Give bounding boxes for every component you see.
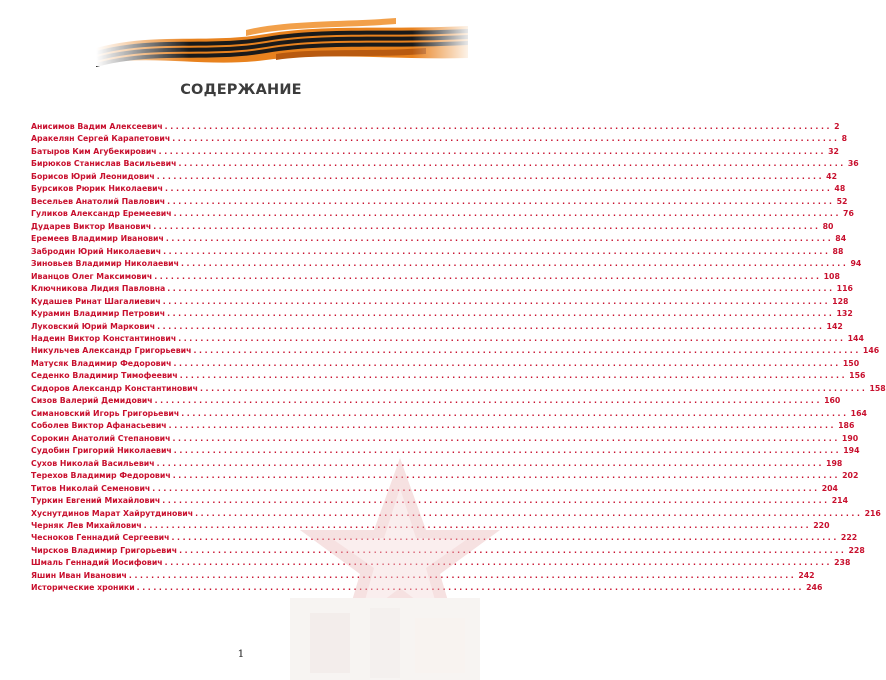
toc-entry-page: 144 <box>847 333 864 343</box>
toc-entry-page: 80 <box>822 221 834 231</box>
toc-entry[interactable] <box>31 221 834 233</box>
toc-dot-leader: ........................................................................................................................ <box>165 234 834 244</box>
toc-entry-name: Забродин Юрий Николаевич <box>31 246 162 256</box>
toc-entry-name: Кудашев Ринат Шагалиевич <box>31 296 161 306</box>
toc-dot-leader: ........................................................................................................................ <box>181 408 849 418</box>
red-star-icon <box>250 448 482 680</box>
toc-dot-leader: ........................................................................................................................ <box>193 346 861 356</box>
toc-dot-leader: ........................................................................................................................ <box>178 159 846 169</box>
toc-entry-name: Иванцов Олег Максимович <box>31 271 153 281</box>
toc-entry-name: Шмаль Геннадий Иосифович <box>31 558 163 568</box>
toc-entry[interactable] <box>31 296 849 308</box>
toc-entry-page: 158 <box>869 383 886 393</box>
toc-entry[interactable] <box>31 321 843 333</box>
toc-dot-leader: ........................................................................................................................ <box>158 146 827 156</box>
page-title: СОДЕРЖАНИЕ <box>180 82 302 98</box>
toc-entry-name: Черняк Лев Михайлович <box>31 521 142 530</box>
toc-entry-page: 94 <box>850 259 862 269</box>
toc-entry-page: 88 <box>832 246 844 256</box>
toc-entry-name: Никульчев Александр Григорьевич <box>31 346 192 356</box>
toc-entry[interactable] <box>31 196 848 208</box>
toc-entry-page: 214 <box>831 496 848 506</box>
toc-entry-page: 116 <box>836 284 853 294</box>
toc-entry-page: 156 <box>849 371 866 381</box>
toc-entry-page: 202 <box>842 471 859 481</box>
toc-dot-leader: ........................................................................................................................ <box>172 433 840 443</box>
toc-entry-page: 198 <box>826 458 843 468</box>
toc-entry-name: Курамин Владимир Петрович <box>31 309 166 319</box>
toc-entry-name: Седенко Владимир Тимофеевич <box>31 371 178 381</box>
toc-entry-name: Дударев Виктор Иванович <box>31 221 152 231</box>
toc-entry-page: 42 <box>826 171 838 181</box>
toc-entry-name: Надеин Виктор Константинович <box>31 333 177 343</box>
toc-dot-leader: ........................................................................................................................ <box>167 284 835 294</box>
toc-entry-name: Матусяк Владимир Федорович <box>31 358 172 368</box>
toc-entry-name: Хуснутдинов Марат Хайрутдинович <box>31 508 194 518</box>
toc-entry-name: Аракелян Сергей Карапетович <box>31 134 171 144</box>
toc-entry[interactable] <box>31 121 840 133</box>
toc-entry[interactable] <box>31 158 859 170</box>
toc-entry[interactable] <box>31 271 840 283</box>
toc-entry-name: Весельев Анатолий Павлович <box>31 196 166 206</box>
toc-entry[interactable] <box>31 345 880 357</box>
toc-entry-page: 190 <box>841 433 859 443</box>
toc-entry[interactable] <box>31 383 886 395</box>
toc-entry-page: 238 <box>834 558 851 568</box>
toc-entry-name: Титов Николай Семенович <box>31 483 151 493</box>
toc-dot-leader: ........................................................................................................................ <box>156 458 825 468</box>
toc-entry-name: Судобин Григорий Николаевич <box>31 446 172 456</box>
st-george-ribbon-icon <box>96 18 468 66</box>
toc-entry-page: 76 <box>843 209 854 219</box>
toc-entry-page: 186 <box>838 421 855 431</box>
toc-entry[interactable] <box>31 171 838 183</box>
toc-dot-leader: ........................................................................................................................ <box>172 134 840 144</box>
toc-entry-page: 164 <box>850 408 867 418</box>
toc-entry-name: Борисов Юрий Леонидович <box>31 171 155 181</box>
toc-entry-name: Сорокин Анатолий Степанович <box>31 433 171 443</box>
toc-entry-name: Еремеев Владимир Иванович <box>31 234 164 244</box>
toc-entry-name: Зиновьев Владимир Николаевич <box>31 259 179 269</box>
toc-entry-name: Сухов Николай Васильевич <box>31 458 155 468</box>
toc-dot-leader: ........................................................................................................................ <box>181 259 849 269</box>
toc-entry[interactable] <box>31 233 847 245</box>
toc-dot-leader: ........................................................................................................................ <box>179 371 848 381</box>
toc-entry[interactable] <box>31 208 854 220</box>
toc-entry-page: 194 <box>843 446 860 456</box>
toc-dot-leader: ........................................................................................................................ <box>173 446 842 456</box>
toc-entry-name: Яшин Иван Иванович <box>31 570 127 580</box>
toc-entry-page: 52 <box>836 196 848 206</box>
toc-entry-name: Терехов Владимир Федорович <box>31 471 171 481</box>
toc-entry-page: 108 <box>823 271 840 281</box>
toc-dot-leader: ........................................................................................................................ <box>179 545 847 555</box>
toc-entry-name: Батыров Ким Агубекирович <box>31 146 157 156</box>
toc-entry-name: Сидоров Александр Константинович <box>31 383 198 393</box>
toc-entry[interactable] <box>31 333 864 345</box>
toc-entry-page: 32 <box>828 146 839 156</box>
toc-entry-page: 242 <box>798 570 815 580</box>
toc-dot-leader: ........................................................................................................................ <box>167 309 835 319</box>
toc-dot-leader: ........................................................................................................................ <box>173 358 841 368</box>
toc-dot-leader: ........................................................................................................................ <box>173 209 842 219</box>
toc-entry-name: Соболев Виктор Афанасьевич <box>31 421 167 431</box>
toc-dot-leader: ........................................................................................................................ <box>195 508 863 518</box>
toc-entry-page: 36 <box>847 159 859 169</box>
toc-entry-page: 160 <box>824 396 841 406</box>
toc-entry[interactable] <box>31 146 839 158</box>
toc-entry-page: 228 <box>848 545 865 555</box>
toc-entry-page: 204 <box>821 483 838 493</box>
toc-entry-page: 222 <box>840 533 858 543</box>
toc-entry[interactable] <box>31 246 844 258</box>
toc-entry-page: 216 <box>864 508 881 518</box>
toc-dot-leader: ........................................................................................................................ <box>168 421 837 431</box>
toc-dot-leader: ........................................................................................................................ <box>200 383 868 393</box>
toc-entry-page: 48 <box>834 184 846 194</box>
toc-entry[interactable] <box>31 133 848 145</box>
toc-dot-leader: ........................................................................................................................ <box>143 521 812 530</box>
toc-entry[interactable] <box>31 258 862 270</box>
toc-entry-name: Чесноков Геннадий Сергеевич <box>31 533 170 543</box>
toc-dot-leader: ........................................................................................................................ <box>171 533 839 543</box>
toc-entry[interactable] <box>31 370 866 382</box>
toc-dot-leader: ........................................................................................................................ <box>164 184 833 194</box>
toc-entry-page: 142 <box>826 321 843 331</box>
page-number: 1 <box>237 648 245 660</box>
toc-entry-name: Чирсков Владимир Григорьевич <box>31 545 178 555</box>
toc-entry-page: 128 <box>832 296 849 306</box>
toc-entry[interactable] <box>31 183 846 195</box>
toc-dot-leader: ........................................................................................................................ <box>172 471 841 481</box>
toc-dot-leader: ........................................................................................................................ <box>157 321 825 331</box>
toc-entry-page: 8 <box>841 134 848 144</box>
toc-entry-page: 220 <box>813 521 830 530</box>
toc-dot-leader: ........................................................................................................................ <box>136 583 805 593</box>
toc-entry-name: Ключникова Лидия Павловна <box>31 284 166 294</box>
toc-entry-page: 84 <box>835 234 847 244</box>
toc-entry-name: Симановский Игорь Григорьевич <box>31 408 180 418</box>
toc-dot-leader: ........................................................................................................................ <box>153 221 821 231</box>
toc-entry-page: 146 <box>862 346 880 356</box>
toc-entry[interactable] <box>31 408 867 420</box>
toc-entry-name: Сизов Валерий Демидович <box>31 396 153 406</box>
toc-dot-leader: ........................................................................................................................ <box>154 396 823 406</box>
toc-dot-leader: ........................................................................................................................ <box>156 171 825 181</box>
toc-dot-leader: ........................................................................................................................ <box>178 333 846 343</box>
toc-entry-name: Луковский Юрий Маркович <box>31 321 156 331</box>
toc-entry[interactable] <box>31 433 859 445</box>
toc-dot-leader: ........................................................................................................................ <box>167 196 835 206</box>
toc-entry-name: Бурсиков Рюрик Николаевич <box>31 184 163 194</box>
toc-entry-page: 246 <box>806 583 823 593</box>
toc-dot-leader: ........................................................................................................................ <box>164 122 833 131</box>
toc-entry[interactable] <box>31 283 853 295</box>
toc-dot-leader: ........................................................................................................................ <box>162 296 831 306</box>
toc-dot-leader: ........................................................................................................................ <box>164 558 833 568</box>
toc-dot-leader: ........................................................................................................................ <box>162 496 830 506</box>
toc-dot-leader: ........................................................................................................................ <box>128 570 797 580</box>
toc-entry[interactable] <box>31 395 841 407</box>
toc-dot-leader: ........................................................................................................................ <box>163 246 831 256</box>
toc-entry-page: 132 <box>836 309 853 319</box>
toc-entry-page: 150 <box>842 358 860 368</box>
toc-entry[interactable] <box>31 358 860 370</box>
toc-entry[interactable] <box>31 308 853 320</box>
toc-entry-name: Анисимов Вадим Алексеевич <box>31 122 163 131</box>
toc-entry[interactable] <box>31 420 855 432</box>
toc-entry-name: Туркин Евгений Михайлович <box>31 496 161 506</box>
toc-entry-name: Бирюков Станислав Васильевич <box>31 159 177 169</box>
toc-entry-name: Гуликов Александр Еремеевич <box>31 209 172 219</box>
toc-entry-page: 2 <box>834 122 840 131</box>
toc-dot-leader: ........................................................................................................................ <box>154 271 822 281</box>
toc-entry-name: Исторические хроники <box>31 583 135 593</box>
toc-dot-leader: ........................................................................................................................ <box>152 483 820 493</box>
